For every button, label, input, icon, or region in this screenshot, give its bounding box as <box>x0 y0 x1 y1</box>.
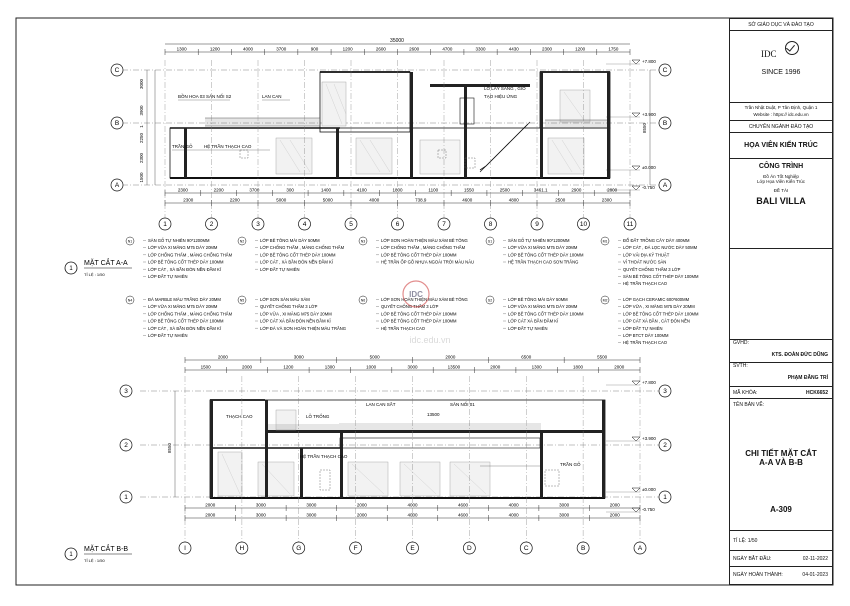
aa-bottom-dim2: 5000 <box>322 197 333 203</box>
aa-bottom-dim: 1400 <box>320 187 331 193</box>
note-line: HỆ TRẦN THẠCH CAO <box>623 340 668 346</box>
bb-axis-label: E <box>410 545 415 553</box>
aa-bottom-dim2: 2300 <box>601 197 612 203</box>
tb-course-code: HCK6652 <box>806 390 828 396</box>
aa-bottom-dim: 4100 <box>356 187 367 193</box>
note-line: LỚP BÊ TÔNG CỐT THÉP DÀY 100MM <box>381 318 457 324</box>
bb-top-dim2: 1500 <box>200 364 211 370</box>
bb-bottom-dim: 2000 <box>205 502 216 508</box>
note-line: LỚP VỮA XI MĂNG M75 DÀY 20MM <box>508 245 578 251</box>
aa-row-label: B <box>662 120 668 128</box>
note-line: LỚP CHỐNG THẤM , MÀNG CHỐNG THẤM <box>148 252 233 258</box>
note-line: LỚP SƠN HOÀN THIỆN MÀU XÁM BÊ TÔNG <box>381 297 468 302</box>
note-line: LỚP ĐẤT TỰ NHIÊN <box>508 325 548 331</box>
aa-bottom-dim: 1550 <box>464 187 475 193</box>
note-line: LỚP BÊ TÔNG CỐT THÉP DÀY 100MM <box>623 311 699 317</box>
bb-level: -0.750 <box>642 507 655 512</box>
aa-bottom-dim: 2200 <box>213 187 224 193</box>
bb-scale: TỈ LỆ : 1/50 <box>84 558 105 563</box>
bb-top-dim: 5500 <box>597 354 608 360</box>
aa-bottom-dim: 3461.1 <box>533 187 548 193</box>
bb-top-dim2: 1300 <box>531 364 542 370</box>
note-line: LỚP CÁT XÀ BẦN ĐẦM KĨ <box>508 318 559 324</box>
note-line: LỚP ĐẤT TỰ NHIÊN <box>148 274 188 279</box>
tb-scale: TỈ LỆ: 1/50 <box>730 531 832 551</box>
note-tag: S1 <box>487 239 493 244</box>
aa-top-dim: 1200 <box>209 46 220 52</box>
bb-bottom-dim: 3000 <box>559 512 570 518</box>
svg-text:1: 1 <box>69 266 73 272</box>
aa-row-label: A <box>662 182 668 190</box>
section-bb-drawing <box>65 355 671 564</box>
aa-scale: TỈ LỆ : 1/50 <box>84 272 105 277</box>
bb-axis-label: G <box>296 545 302 553</box>
note-line: VỈ THOÁT NƯỚC SÀN <box>623 259 667 265</box>
tb-svth: SVTH: PHẠM ĐĂNG TRÍ <box>730 363 832 387</box>
svg-text:1: 1 <box>69 552 73 558</box>
note-line: LỚP ĐẤT TỰ NHIÊN <box>623 325 663 331</box>
tb-logo-area <box>730 31 832 103</box>
bb-top-dim2: 1800 <box>572 364 583 370</box>
tb-project-name: BALI VILLA <box>756 196 806 206</box>
aa-bottom-dim: 2900 <box>571 187 582 193</box>
note-line: LỚP VỮA XI MĂNG M75 DÀY 20MM <box>148 304 218 310</box>
note-line: LỚP CÁT , XÀ BẦN ĐÓN NỀN ĐẦM KĨ <box>260 259 334 265</box>
bb-top-dim2: 1300 <box>324 364 335 370</box>
aa-label: LỖ LẤY SÁNG , GIÓ <box>484 86 526 91</box>
note-line: LỚP CÁT , XÀ BẦN ĐÓN NỀN ĐẦM KĨ <box>148 266 222 272</box>
aa-bottom-dim2: 4600 <box>462 197 473 203</box>
note-line: LỚP BÊ TÔNG CỐT THÉP DÀY 100MM <box>508 252 584 258</box>
bb-row-label: 2 <box>663 442 667 450</box>
bb-row-label: 1 <box>124 494 128 502</box>
title-block <box>729 18 833 585</box>
tb-program: CHUYÊN NGÀNH ĐÀO TẠO <box>730 121 832 133</box>
aa-left-dim: 2250 <box>139 132 144 144</box>
bb-top-dim2: 13500 <box>447 364 461 370</box>
aa-top-dim: 4700 <box>442 46 453 52</box>
aa-label: HỆ TRẦN THẠCH CAO <box>204 144 252 149</box>
aa-axis-label: 6 <box>395 221 400 229</box>
aa-row-label: B <box>114 120 120 128</box>
bb-top-dim2: 2000 <box>490 364 501 370</box>
bb-label: LỖ TRỐNG <box>306 414 330 419</box>
bb-top-dim2: 2000 <box>242 364 253 370</box>
bb-label: SÂN NỐI 01 <box>450 402 475 407</box>
tb-drawing-name <box>730 411 832 531</box>
bb-axis-label: H <box>239 545 245 553</box>
aa-axis-label: 7 <box>442 221 446 229</box>
note-line: SÀN BÊ TÔNG CỐT THÉP DÀY 100MM <box>623 274 699 279</box>
note-tag: S2 <box>487 298 493 303</box>
tb-svth-name: PHẠM ĐĂNG TRÍ <box>787 375 828 381</box>
aa-top-dim: 3700 <box>276 46 287 52</box>
aa-title: MẶT CẮT A-A <box>84 260 128 267</box>
aa-label: BỒN HOA 03 SÀN NỐI S2 <box>178 94 232 99</box>
aa-axis-label: 2 <box>209 221 214 229</box>
bb-axis-label: C <box>523 545 529 553</box>
bb-axis-label: B <box>580 545 586 553</box>
note-tag: N6 <box>360 298 366 303</box>
bb-row-label: 3 <box>663 388 667 396</box>
aa-axis-label: 1 <box>163 221 167 229</box>
note-line: LỚP BTCT DÀY 100MM <box>623 333 669 338</box>
bb-label: THẠCH CAO <box>226 414 253 419</box>
aa-bottom-dim: 1100 <box>428 187 439 193</box>
tb-project-sub2: Lớp Họa Viên Kiến Trúc <box>757 179 805 184</box>
note-line: LỚP CHỐNG THẤM , MÀNG CHỐNG THẤM <box>148 311 233 317</box>
note-line: HỆ TRẦN THẠCH CAO <box>381 325 426 331</box>
aa-bottom-dim: 300 <box>286 187 294 193</box>
bb-row-label: 3 <box>124 388 128 396</box>
tb-project-label: CÔNG TRÌNH <box>758 163 804 170</box>
aa-left-dim: 1 <box>139 125 144 128</box>
aa-right-total: 8550 <box>642 122 647 134</box>
tb-topic-label: ĐỀ TÀI <box>773 188 789 193</box>
note-line: HỆ TRẦN ỐP GỖ NHỰA NGOÀI TRỜI MÀU NÂU <box>381 259 475 265</box>
bb-bottom-dim: 3000 <box>306 512 317 518</box>
note-line: LỚP VỮA XI MĂNG M75 DÀY 20MM <box>508 304 578 310</box>
bb-top-dims2 <box>185 365 640 374</box>
bb-label: LAN CAN SẮT <box>366 402 396 407</box>
aa-top-dim: 1200 <box>575 46 586 52</box>
aa-top-dims <box>165 47 630 56</box>
bb-label: 8550 <box>167 442 172 454</box>
aa-top-dim: 1200 <box>342 46 353 52</box>
bb-label: 13500 <box>427 412 440 417</box>
aa-axis-label: 5 <box>349 221 353 229</box>
aa-bottom-dim2: 2300 <box>183 197 194 203</box>
watermark-url: idc.edu.vn <box>409 335 451 345</box>
note-tag: M1 <box>602 239 608 244</box>
bb-bottom-dim: 4000 <box>508 512 519 518</box>
tb-dept: SỞ GIÁO DỤC VÀ ĐÀO TẠO <box>730 19 832 31</box>
note-line: LỚP ĐẤT TỰ NHIÊN <box>260 266 300 272</box>
note-line: LỚP ĐẤT TỰ NHIÊN <box>148 333 188 338</box>
aa-label: TẠO HIỆU ỨNG <box>484 94 518 99</box>
aa-top-dim: 2300 <box>541 46 552 52</box>
bb-bottom-dim: 4000 <box>407 512 418 518</box>
tb-start-date: 02-11-2022 <box>802 556 828 562</box>
aa-axis-label: 11 <box>626 221 634 229</box>
note-line: QUYẾT CHỐNG THẤM 3 LỚP <box>381 304 439 310</box>
aa-bottom-dim2: 738.9 <box>415 197 427 203</box>
bb-label: TRẦN GỖ <box>560 462 581 467</box>
note-line: LỚP SƠN HOÀN THIỆN MÀU XÁM BÊ TÔNG <box>381 238 468 243</box>
aa-top-dim: 4000 <box>243 46 254 52</box>
note-line: LỚP VỮA XI MĂNG M75 DÀY 20MM <box>148 245 218 251</box>
note-line: LỚP BÊ TÔNG CỐT THÉP DÀY 100MM <box>148 259 224 265</box>
aa-labels <box>172 85 526 150</box>
note-line: ĐÁ MARBLE MÀU TRẮNG DÀY 20MM <box>148 297 221 302</box>
note-line: LỚP BÊ TÔNG CỐT THÉP DÀY 100MM <box>508 311 584 317</box>
bb-bottom-dim: 2000 <box>609 512 620 518</box>
aa-top-dim: 3300 <box>475 46 486 52</box>
bb-row-label: 1 <box>663 494 667 502</box>
note-line: HỆ TRẦN THẠCH CAO <box>623 281 668 287</box>
note-line: QUYẾT CHỐNG THẤM 3 LỚP <box>623 266 681 272</box>
tb-gvhd: GVHD: KTS. ĐOÀN ĐỨC DŨNG <box>730 339 832 363</box>
tb-course: MÃ KHÓA: HCK6652 <box>730 387 832 399</box>
note-tag: M2 <box>602 298 608 303</box>
note-line: LỚP BÊ TÔNG CỐT THÉP DÀY 100MM <box>381 311 457 317</box>
bb-top-dim2: 1200 <box>283 364 294 370</box>
bb-bottom-dim: 2000 <box>356 512 367 518</box>
aa-top-dim: 1750 <box>608 46 619 52</box>
section-aa-drawing <box>65 38 699 345</box>
note-tag: N4 <box>127 298 133 303</box>
bb-top-dims <box>185 355 640 364</box>
aa-bottom-dim: 2500 <box>499 187 510 193</box>
bb-label: HỆ TRẦN THẠCH CAO <box>300 454 348 459</box>
note-line: ĐỔ ĐẤT TRỒNG CÂY DÀY 400MM <box>623 238 690 243</box>
tb-sheet-no: A-309 <box>770 505 792 514</box>
bb-bottom-dim: 3000 <box>255 502 266 508</box>
note-line: LỚP CÁT XÀ BẦN ĐÓN NỀN ĐẦM KĨ <box>260 318 331 324</box>
aa-level: -0.750 <box>642 185 655 190</box>
bb-level: +7.800 <box>642 380 656 385</box>
aa-label: LAN CAN <box>262 94 282 99</box>
bb-axis-label: I <box>184 545 186 553</box>
aa-top-dim: 1300 <box>176 46 187 52</box>
bb-top-dim: 3000 <box>293 354 304 360</box>
note-line: LỚP VỮA , XI MĂNG M75 DÀY 20MM <box>260 311 332 317</box>
tb-end: NGÀY HOÀN THÀNH: 04-01-2023 <box>730 567 832 584</box>
aa-left-dim: 3000 <box>139 78 144 90</box>
bb-bottom-dim: 2000 <box>609 502 620 508</box>
aa-axis-label: 3 <box>256 221 260 229</box>
note-line: LỚP BÊ TÔNG MÀI DÀY 50MM <box>260 238 320 243</box>
aa-top-dim: 900 <box>310 46 319 52</box>
aa-top-dim: 4430 <box>508 46 519 52</box>
note-line: LỚP VẢI ĐỊA KỸ THUẬT <box>623 252 670 258</box>
aa-bottom-dim2: 4000 <box>369 197 380 203</box>
tb-start: NGÀY BẮT ĐẦU: 02-11-2022 <box>730 551 832 567</box>
note-tag: N2 <box>239 239 245 244</box>
bb-bottom-dim: 3000 <box>255 512 266 518</box>
note-line: LỚP BÊ TÔNG CỐT THÉP DÀY 100MM <box>148 318 224 324</box>
tb-project-sub1: Đồ Án Tốt Nghiệp <box>763 174 799 179</box>
bb-top-dim: 5000 <box>369 354 380 360</box>
aa-left-dim: 3900 <box>139 105 144 116</box>
bb-top-dim: 6500 <box>521 354 532 360</box>
aa-bottom-dim: 2800 <box>607 187 618 193</box>
tb-since: SINCE 1996 <box>761 69 801 76</box>
bb-top-dim2: 2000 <box>614 364 625 370</box>
bb-level: +3.900 <box>642 436 656 441</box>
aa-level-marks <box>606 59 656 190</box>
note-line: LỚP BÊ TÔNG CỐT THÉP DÀY 100MM <box>260 252 336 258</box>
bb-bottom-dim: 3000 <box>306 502 317 508</box>
bb-bottom-dim: 4600 <box>458 512 469 518</box>
note-line: LỚP GẠCH CERAMIC 600*600MM <box>623 297 690 302</box>
aa-bottom-dim2: 2200 <box>229 197 240 203</box>
aa-axis-label: 9 <box>535 221 539 229</box>
aa-axis-label: 4 <box>302 221 307 229</box>
bb-bottom-dim: 3000 <box>559 502 570 508</box>
aa-left-dim: 2300 <box>139 152 144 164</box>
bb-top-dim: 2000 <box>217 354 228 360</box>
tb-project <box>730 159 832 249</box>
note-tag: N3 <box>360 239 366 244</box>
aa-label: TRẦN GỖ <box>172 144 193 149</box>
aa-row-label: C <box>114 67 120 75</box>
note-line: LỚP CÁT , ĐÁ LỌC NƯỚC DÀY 50MM <box>623 245 698 251</box>
note-line: QUYẾT CHỐNG THẤM 3 LỚP <box>260 304 318 310</box>
aa-bottom-dim2: 4800 <box>508 197 519 203</box>
note-line: LỚP CHỐNG THẤM , MÀNG CHỐNG THẤM <box>260 245 345 251</box>
aa-row-label: A <box>114 182 120 190</box>
aa-bottom-dim: 1800 <box>392 187 403 193</box>
bb-axis-label: F <box>353 545 358 553</box>
tb-end-date: 04-01-2023 <box>802 572 828 578</box>
aa-level: +7.800 <box>642 59 656 64</box>
aa-axis-label: 10 <box>579 221 588 229</box>
aa-row-label: C <box>662 67 668 75</box>
bb-bottom-dim: 2000 <box>356 502 367 508</box>
tb-drawing-name2: A-A VÀ B-B <box>759 458 803 467</box>
bb-axis-label: D <box>467 545 472 553</box>
watermark-logo: IDC <box>409 290 423 299</box>
tb-drawing-label: TÊN BẢN VẼ: <box>733 402 765 408</box>
aa-top-dim: 2600 <box>409 46 420 52</box>
note-line: LỚP SƠN SÀN MÀU XÁM <box>260 297 310 302</box>
aa-level: +3.900 <box>642 112 656 117</box>
note-line: SÀN GỖ TỰ NHIÊN 90*1200MM <box>508 238 570 243</box>
note-line: LỚP CHỐNG THẤM , MÀNG CHỐNG THẤM <box>381 245 466 251</box>
tb-website: Website : https:// idc.edu.vn <box>753 111 809 117</box>
bb-level-marks <box>606 380 656 512</box>
bb-bottom-dim: 4000 <box>407 502 418 508</box>
aa-bottom-dim: 2300 <box>177 187 188 193</box>
tb-gvhd-name: KTS. ĐOÀN ĐỨC DŨNG <box>771 352 828 358</box>
aa-bottom-dim2: 2500 <box>555 197 566 203</box>
aa-bottom-dim: 3700 <box>249 187 260 193</box>
note-line: LỚP ĐÁ VÀ SƠN HOÀN THIỆN MÀU TRẮNG <box>260 325 347 331</box>
bb-bottom-dim: 4000 <box>508 502 519 508</box>
bb-top-dim2: 1000 <box>366 364 377 370</box>
note-line: LỚP VỮA , XI MĂNG M75 DÀY 20MM <box>623 304 695 310</box>
aa-top-dim: 2600 <box>375 46 386 52</box>
aa-axis-label: 8 <box>488 221 493 229</box>
idc-logo-icon: IDC <box>761 41 801 65</box>
note-line: HỆ TRẦN THẠCH CAO SƠN TRẮNG <box>508 259 579 265</box>
tb-school: HỌA VIÊN KIẾN TRÚC <box>730 133 832 159</box>
note-line: LỚP BÊ TÔNG MÀI DÀY 50MM <box>508 297 568 302</box>
bb-title: MẶT CẮT B-B <box>84 546 129 553</box>
aa-bottom-dim2: 5000 <box>276 197 287 203</box>
tb-address: Trần Nhật Duật, P Tân Định, Quận 1 <box>744 105 818 110</box>
bb-level: ±0.000 <box>642 487 656 492</box>
aa-level: ±0.000 <box>642 165 656 170</box>
aa-total-dim: 35000 <box>390 38 404 44</box>
bb-bottom-dim: 2000 <box>205 512 216 518</box>
note-line: LỚP CÁT XÀ BẦN , CÁT ĐÓN NỀN <box>623 318 690 324</box>
bb-axis-label: A <box>637 545 643 553</box>
note-tag: N1 <box>127 239 133 244</box>
bb-top-dim: 2000 <box>445 354 456 360</box>
note-line: LỚP BÊ TÔNG CỐT THÉP DÀY 100MM <box>381 252 457 258</box>
tb-address-block <box>730 103 832 121</box>
note-tag: N5 <box>239 298 245 303</box>
aa-left-dim: 1500 <box>139 172 144 183</box>
note-line: LỚP CÁT , XÀ BẦN ĐÓN NỀN ĐẦM KĨ <box>148 325 222 331</box>
bb-row-label: 2 <box>124 442 128 450</box>
bb-top-dim2: 3000 <box>407 364 418 370</box>
tb-drawing-name1: CHI TIẾT MẶT CẮT <box>745 449 817 458</box>
bb-bottom-dim: 4600 <box>458 502 469 508</box>
note-line: SÀN GỖ TỰ NHIÊN 90*1200MM <box>148 238 210 243</box>
